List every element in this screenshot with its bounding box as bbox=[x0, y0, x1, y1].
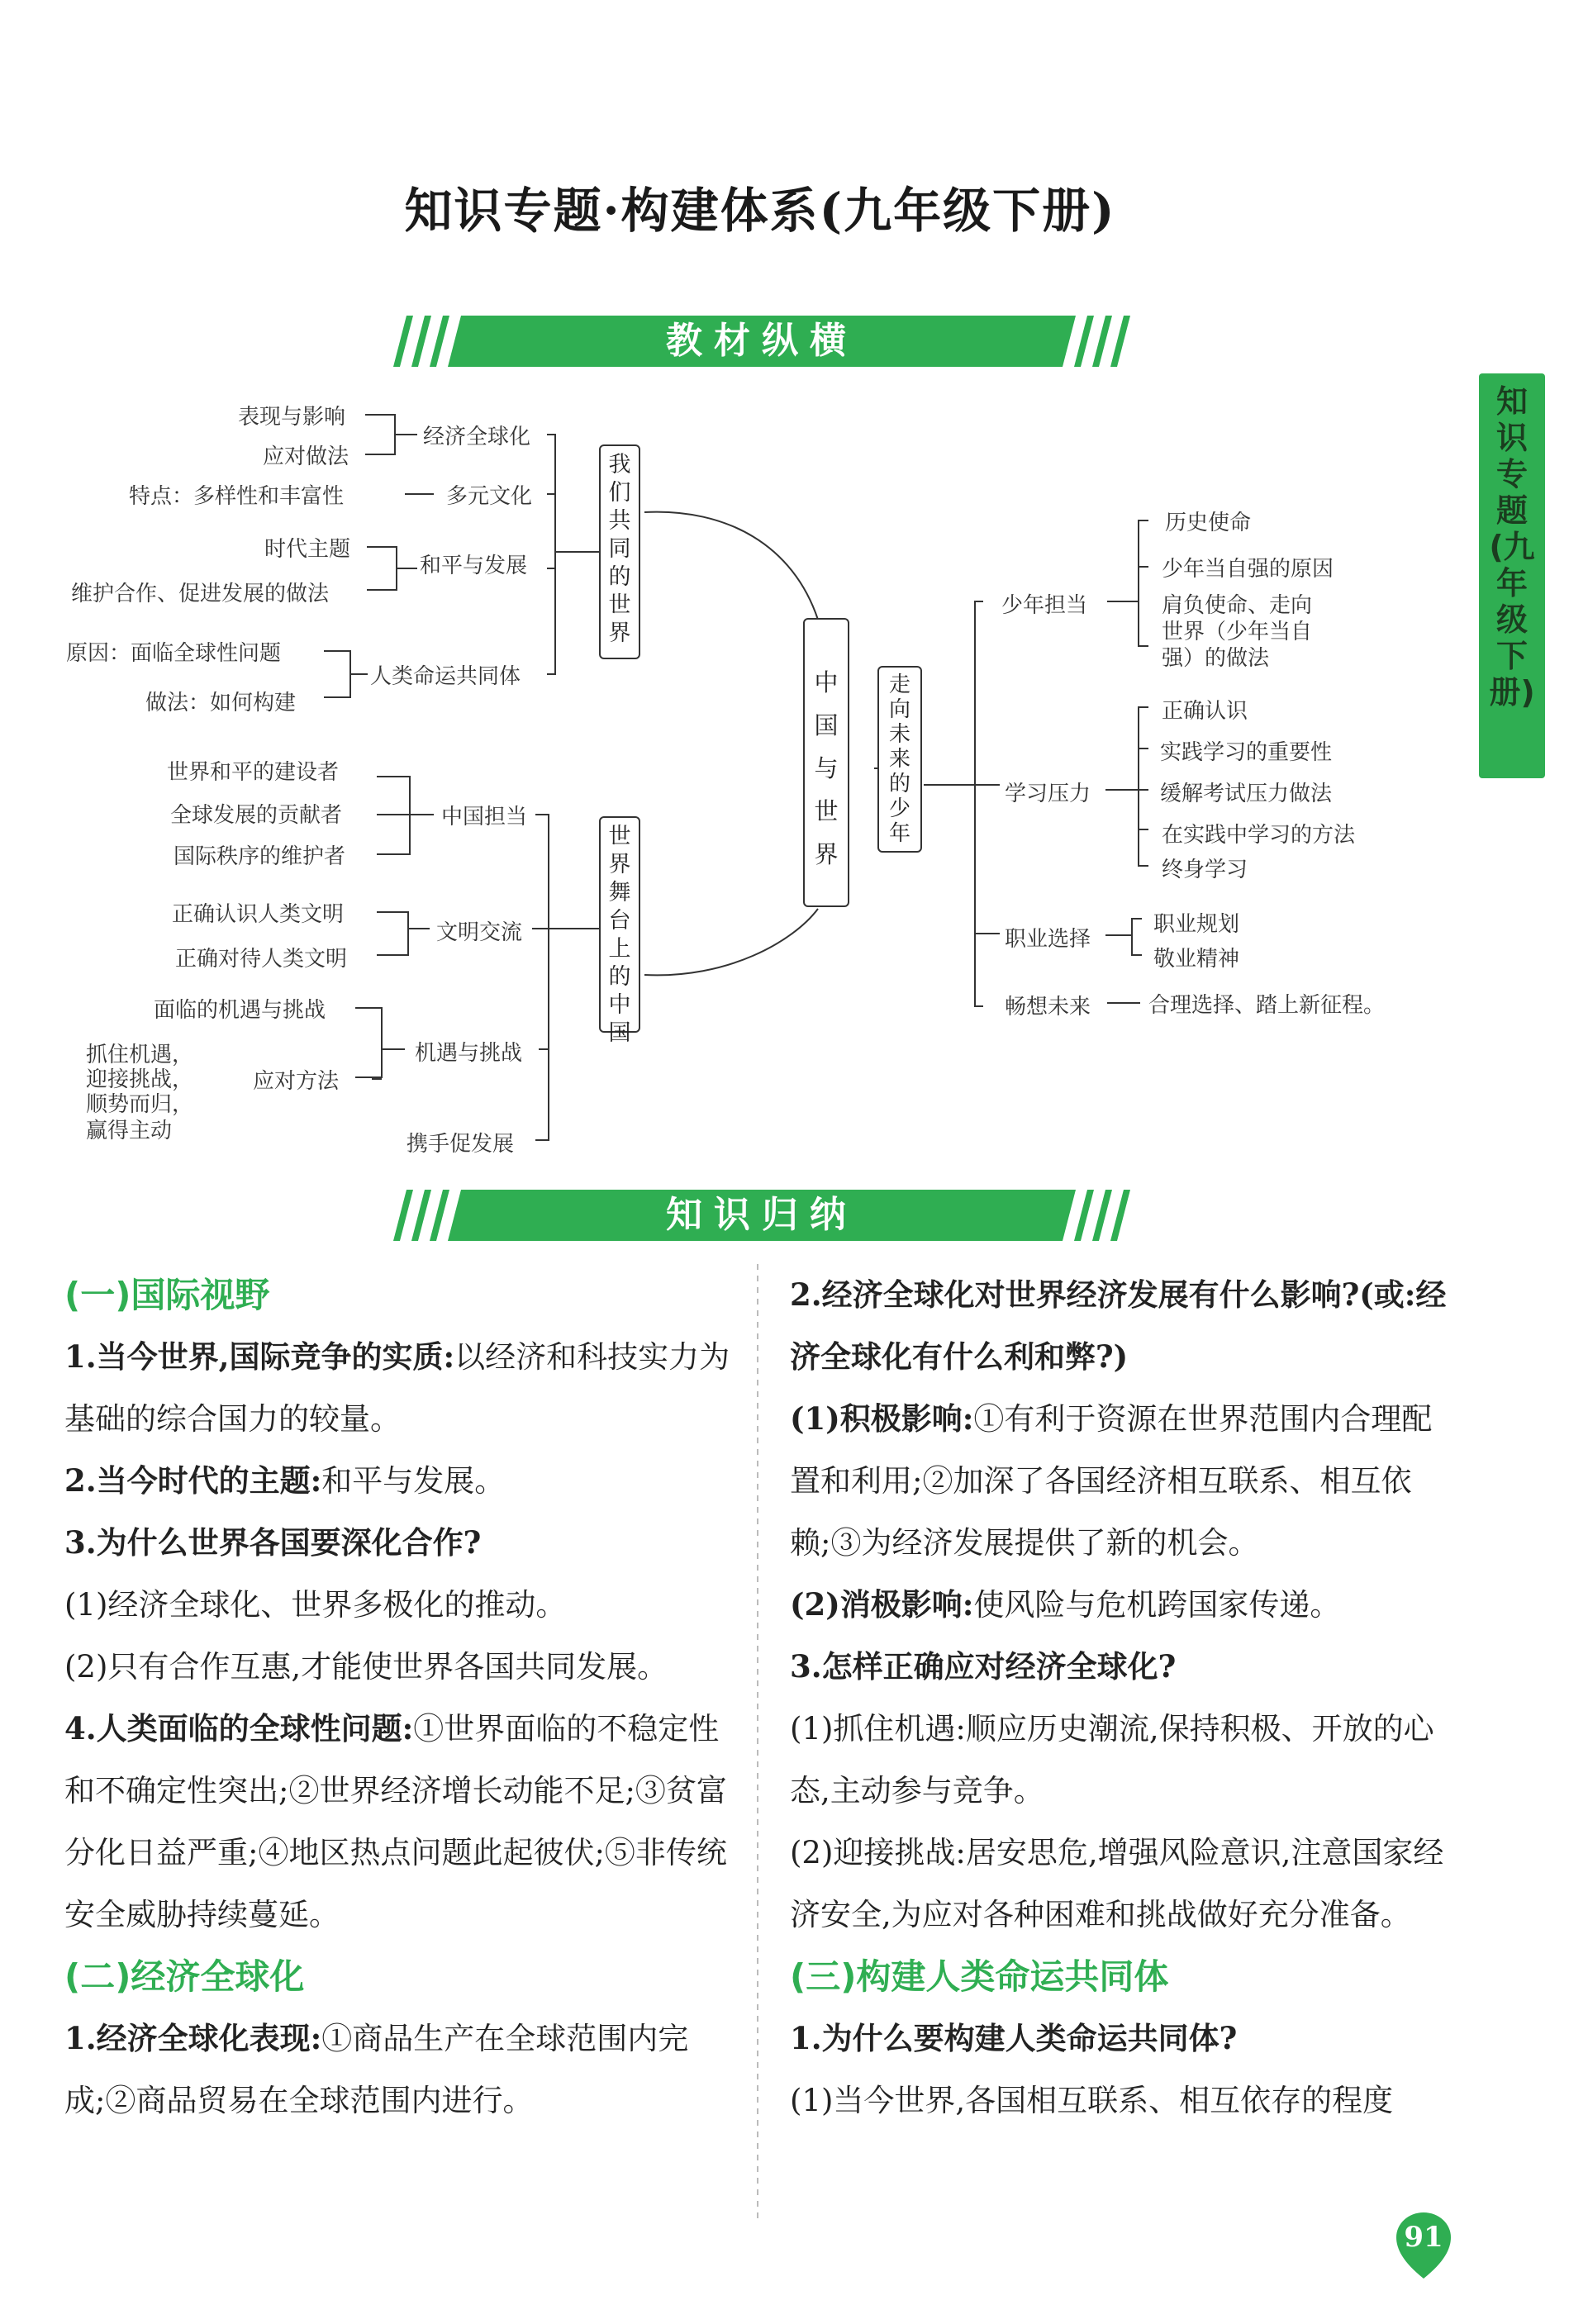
question-text: 1.为什么要构建人类命运共同体? bbox=[790, 2020, 1238, 2056]
answer-text: 和平与发展。 bbox=[321, 1463, 506, 1499]
section-heading: (三)构建人类命运共同体 bbox=[790, 1956, 1169, 1997]
mm-label: 多元文化 bbox=[446, 484, 533, 509]
paragraph bbox=[64, 1326, 730, 1450]
paragraph bbox=[64, 1574, 730, 1636]
question-text: 4.人类面临的全球性问题: bbox=[64, 1710, 414, 1747]
question-text: 2.当今时代的主题: bbox=[64, 1462, 322, 1499]
banner-title: 知识归纳 bbox=[666, 1194, 858, 1236]
left-column bbox=[64, 1264, 730, 2132]
mm-label: 历史使命 bbox=[1165, 511, 1252, 535]
mm-label: 机遇与挑战 bbox=[415, 1041, 523, 1066]
node-label: 世界舞台上的中国 bbox=[608, 824, 631, 1046]
mm-label: 缓解考试压力做法 bbox=[1160, 782, 1333, 806]
question-text: 3.怎样正确应对经济全球化? bbox=[790, 1648, 1177, 1685]
mm-label: 和平与发展 bbox=[420, 554, 528, 578]
answer-text: (2)只有合作互惠,才能使世界各国共同发展。 bbox=[64, 1649, 668, 1685]
mm-label: 原因：面临全球性问题 bbox=[66, 641, 282, 666]
node-china-on-world-stage bbox=[599, 816, 640, 1046]
mm-label: 赢得主动 bbox=[86, 1119, 173, 1143]
mm-label: 敬业精神 bbox=[1153, 947, 1240, 972]
node-label: 走向未来的少年 bbox=[888, 672, 910, 846]
mm-label: 面临的机遇与挑战 bbox=[154, 998, 326, 1023]
paragraph bbox=[64, 1636, 730, 1698]
mm-label: 人类命运共同体 bbox=[370, 664, 521, 689]
question-text: (1)积极影响: bbox=[790, 1400, 974, 1437]
mm-label: 顺势而归， bbox=[86, 1092, 194, 1117]
mm-label: 肩负使命、走向 bbox=[1162, 593, 1313, 618]
mm-label: 职业选择 bbox=[1005, 927, 1091, 952]
mm-label: 做法：如何构建 bbox=[145, 691, 297, 715]
answer-text: (1)抓住机遇:顺应历史潮流,保持积极、开放的心态,主动参与竞争。 bbox=[790, 1711, 1434, 1808]
mm-label: 正确认识 bbox=[1162, 699, 1248, 724]
answer-text: (1)经济全球化、世界多极化的推动。 bbox=[64, 1587, 567, 1623]
node-center-china-and-world bbox=[803, 618, 849, 907]
banner-knowledge-summary bbox=[382, 1190, 1142, 1241]
paragraph bbox=[64, 1450, 730, 1512]
mm-label: 抓住机遇， bbox=[86, 1043, 194, 1067]
mm-label: 强）的做法 bbox=[1162, 646, 1270, 671]
paragraph bbox=[790, 1822, 1456, 1946]
node-label: 中国与世界 bbox=[814, 668, 839, 868]
mm-label: 迎接挑战， bbox=[86, 1067, 194, 1092]
side-tab-label: 知识专题(九年级下册) bbox=[1489, 383, 1535, 711]
mm-label: 经济全球化 bbox=[423, 425, 531, 449]
mm-label: 学习压力 bbox=[1005, 782, 1091, 806]
mm-label: 文明交流 bbox=[436, 920, 523, 945]
banner-title: 教材纵横 bbox=[666, 320, 858, 362]
mm-label: 实践学习的重要性 bbox=[1160, 740, 1333, 765]
answer-text: (1)当今世界,各国相互联系、相互依存的程度 bbox=[790, 2083, 1394, 2118]
right-column bbox=[790, 1264, 1456, 2132]
section-heading: (二)经济全球化 bbox=[64, 1956, 305, 1997]
node-youth-to-future bbox=[877, 666, 922, 853]
column-divider bbox=[757, 1264, 758, 2222]
paragraph bbox=[790, 1698, 1456, 1822]
mm-label: 畅想未来 bbox=[1005, 995, 1091, 1019]
answer-text: 以经济和科技实力为基础的综合国力的较量。 bbox=[64, 1339, 730, 1437]
question-text: 2.经济全球化对世界经济发展有什么影响?(或:经济全球化有什么利和弊?) bbox=[790, 1276, 1447, 1375]
paragraph bbox=[790, 2008, 1456, 2070]
mm-label: 合理选择、踏上新征程。 bbox=[1148, 993, 1386, 1018]
answer-text: ①世界面临的不稳定性和不确定性突出;②世界经济增长动能不足;③贫富分化日益严重;④地区热点问题此起彼伏;⑤非传统安全威胁持续蔓延。 bbox=[64, 1711, 727, 1932]
page-number: 91 bbox=[1404, 2221, 1443, 2254]
paragraph bbox=[790, 1574, 1456, 1636]
mm-label: 世界（少年当自 bbox=[1162, 620, 1313, 644]
mm-label: 时代主题 bbox=[264, 537, 351, 562]
answer-text: ①商品生产在全球范围内完成;②商品贸易在全球范围内进行。 bbox=[64, 2021, 689, 2118]
paragraph bbox=[64, 1512, 730, 1574]
mm-label: 表现与影响 bbox=[238, 405, 346, 430]
mm-label: 特点：多样性和丰富性 bbox=[129, 484, 345, 509]
mm-label: 职业规划 bbox=[1153, 912, 1240, 937]
mm-label: 少年担当 bbox=[1001, 593, 1088, 618]
mm-label: 全球发展的贡献者 bbox=[170, 803, 343, 828]
paragraph bbox=[790, 2070, 1456, 2132]
question-text: (2)消极影响: bbox=[790, 1586, 974, 1623]
node-our-common-world bbox=[599, 444, 640, 659]
answer-text: ①有利于资源在世界范围内合理配置和利用;②加深了各国经济相互联系、相互依赖;③为经济发展提供了新的机会。 bbox=[790, 1401, 1433, 1561]
paragraph bbox=[790, 1264, 1456, 1388]
page-title: 知识专题·构建体系(九年级下册) bbox=[404, 183, 1116, 239]
mm-label: 在实践中学习的方法 bbox=[1162, 823, 1356, 848]
answer-text: 使风险与危机跨国家传递。 bbox=[973, 1587, 1341, 1623]
mm-label: 应对做法 bbox=[263, 444, 349, 469]
mm-label: 正确认识人类文明 bbox=[172, 902, 345, 927]
mm-label: 携手促发展 bbox=[407, 1132, 515, 1157]
question-text: 1.经济全球化表现: bbox=[64, 2020, 322, 2056]
mm-label: 维护合作、促进发展的做法 bbox=[71, 582, 330, 606]
paragraph bbox=[790, 1636, 1456, 1698]
mm-label: 中国担当 bbox=[441, 805, 528, 829]
paragraph bbox=[790, 1388, 1456, 1574]
paragraph bbox=[64, 1698, 730, 1946]
section-heading: (一)国际视野 bbox=[64, 1275, 270, 1315]
mm-label: 国际秩序的维护者 bbox=[174, 844, 346, 869]
question-text: 3.为什么世界各国要深化合作? bbox=[64, 1524, 482, 1561]
mm-label: 世界和平的建设者 bbox=[167, 760, 340, 785]
paragraph bbox=[64, 2008, 730, 2132]
mm-label: 应对方法 bbox=[253, 1069, 340, 1094]
mm-label: 少年当自强的原因 bbox=[1162, 557, 1334, 582]
answer-text: (2)迎接挑战:居安思危,增强风险意识,注意国家经济安全,为应对各种困难和挑战做好充分准备。 bbox=[790, 1835, 1444, 1932]
mm-label: 正确对待人类文明 bbox=[175, 947, 348, 972]
mm-label: 终身学习 bbox=[1162, 858, 1248, 882]
node-label: 我们共同的世界 bbox=[608, 452, 631, 646]
question-text: 1.当今世界,国际竞争的实质: bbox=[64, 1338, 455, 1375]
page-number-badge bbox=[1396, 2212, 1451, 2267]
